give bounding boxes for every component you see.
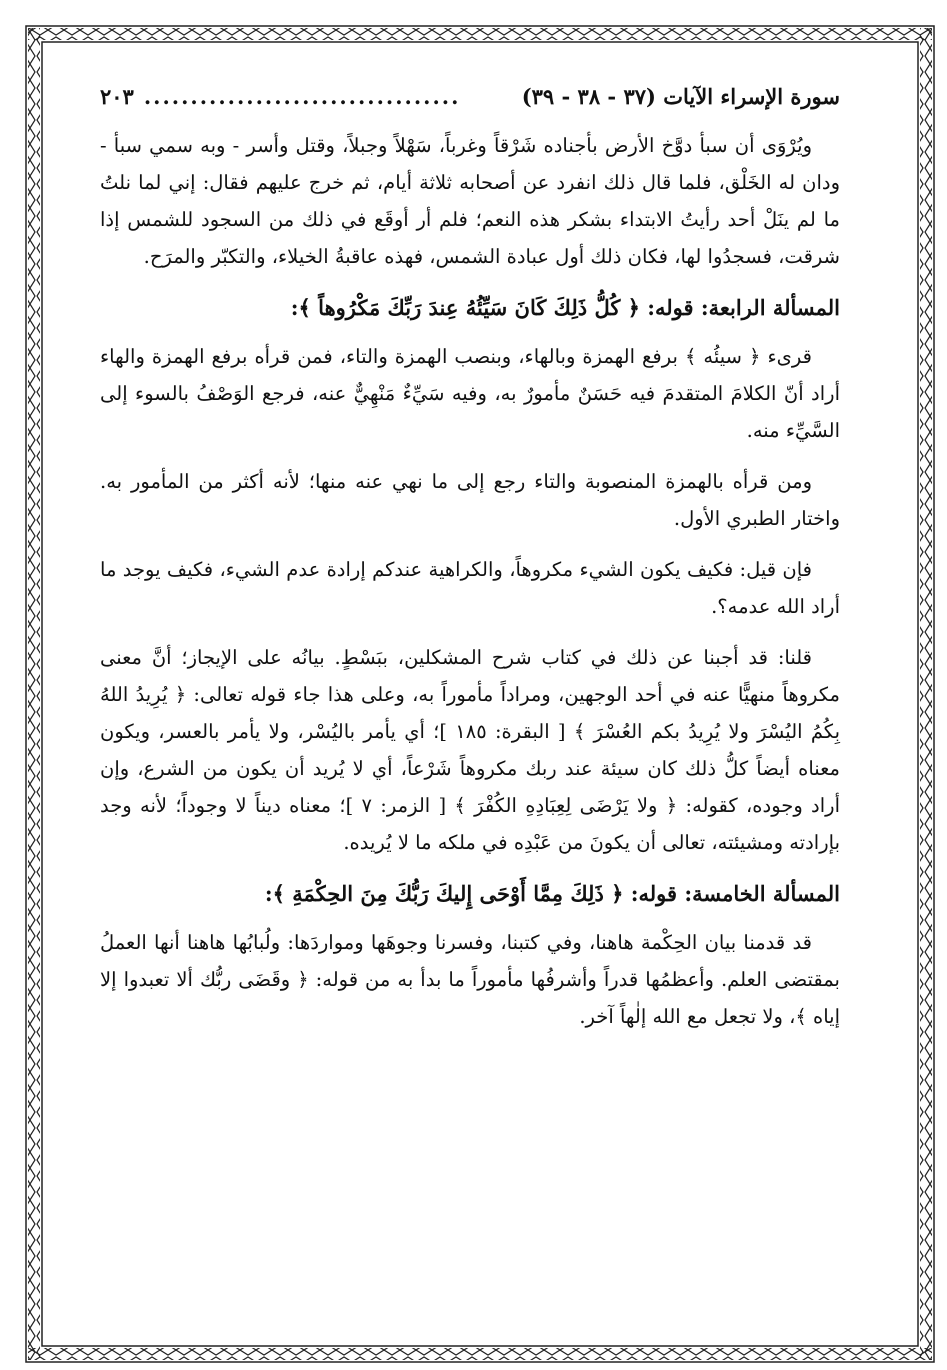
paragraph-2: قرىء ﴿ سيئُه ﴾ برفع الهمزة وبالهاء، وبنصب الهمزة والتاء، فمن قرأه برفع الهمزة والهاء أراد أنّ الكلامَ المتقدمَ فيه حَسَنٌ مأمورٌ به، وفيه سَيِّءٌ مَنْهِيٌّ عنه، فرجع الوَصْفُ بالسوء إلى السَّيِّء منه.	[100, 345, 840, 442]
heading-issue-4: المسألة الرابعة: قوله: ﴿ كُلُّ ذَلِكَ كَانَ سَيِّئُهُ عِندَ رَبِّكَ مَكْرُوهاً ﴾:	[290, 295, 840, 320]
page-number: ٢٠٣	[100, 84, 134, 109]
header-leader-dots: ..................................	[143, 84, 461, 109]
paragraph-3: ومن قرأه بالهمزة المنصوبة والتاء رجع إلى ما نهي عنه منها؛ لأنه أكثر من المأمور به. واختار الطبري الأول.	[100, 470, 840, 530]
heading-issue-5: المسألة الخامسة: قوله: ﴿ ذَلِكَ مِمَّا أَوْحَى إِليكَ رَبُّكَ مِنَ الحِكْمَةِ ﴾:	[264, 881, 840, 906]
paragraph-5: قلنا: قد أجبنا عن ذلك في كتاب شرح المشكلين، ببَسْطٍ. بيانُه على الإيجاز؛ أنَّ معنى مكروهاً منهيًّا عنه في أحد الوجهين، ومراداً مأموراً به، وعلى هذا جاء قوله تعالى: ﴿ يُرِيدُ اللهُ بِكُمُ اليُسْرَ ولا يُرِيدُ بكم العُسْرَ ﴾ [ البقرة: ١٨٥ ]؛ أي يأمر باليُسْر، ولا يأمر بالعسر، ويكون معناه أيضاً كلُّ ذلك كان سيئة عند ربك مكروهاً شَرْعاً، أي لا يُريد أن يكون من الشرع، وإن أراد وجوده، كقوله: ﴿ ولا يَرْضَى لِعِبَادِهِ الكُفْرَ ﴾ [ الزمر: ٧ ]؛ معناه ديناً لا وجوداً؛ لأنه وجد بإرادته ومشيئته، تعالى أن يكونَ من عَبْدِه في ملكه ما لا يُريده.	[100, 646, 841, 854]
surah-title: سورة الإسراء الآيات (٣٧ - ٣٨ - ٣٩)	[521, 84, 840, 109]
running-header	[100, 84, 840, 109]
paragraph-6: قد قدمنا بيان الحِكْمة هاهنا، وفي كتبنا، وفسرنا وجوهَها ومواردَها: ولُبابُها هاهنا أنها العملُ بمقتضى العلم. وأعظمُها قدراً وأشرفُها مأموراً ما بدأ به من قوله: ﴿ وقَضَى ربُّك ألا تعبدوا إلا إياه ﴾، ولا تجعل مع الله إلٰهاً آخر.	[100, 931, 840, 1028]
page-content	[100, 84, 840, 1049]
paragraph-4: فإن قيل: فكيف يكون الشيء مكروهاً، والكراهية عندكم إرادة عدم الشيء، فكيف يوجد ما أراد الله عدمه؟.	[100, 558, 840, 618]
paragraph-1: ويُرْوَى أن سبأ دوَّخ الأرض بأجناده شَرْقاً وغرباً، سَهْلاً وجبلاً، وقتل وأسر - وبه سمي سبأ - ودان له الخَلْق، فلما قال ذلك انفرد عن أصحابه ثلاثة أيام، ثم خرج عليهم فقال: إني لما نلتُ ما لم ينَلْ أحد رأيتُ الابتداء بشكر هذه النعم؛ فلم أر أوقَع في ذلك من السجود للشمس إذا شرقت، فسجدُوا لها، فكان ذلك أول عبادة الشمس، فهذه عاقبةُ الخيلاء، والتكبّر والمرَح.	[100, 134, 840, 268]
